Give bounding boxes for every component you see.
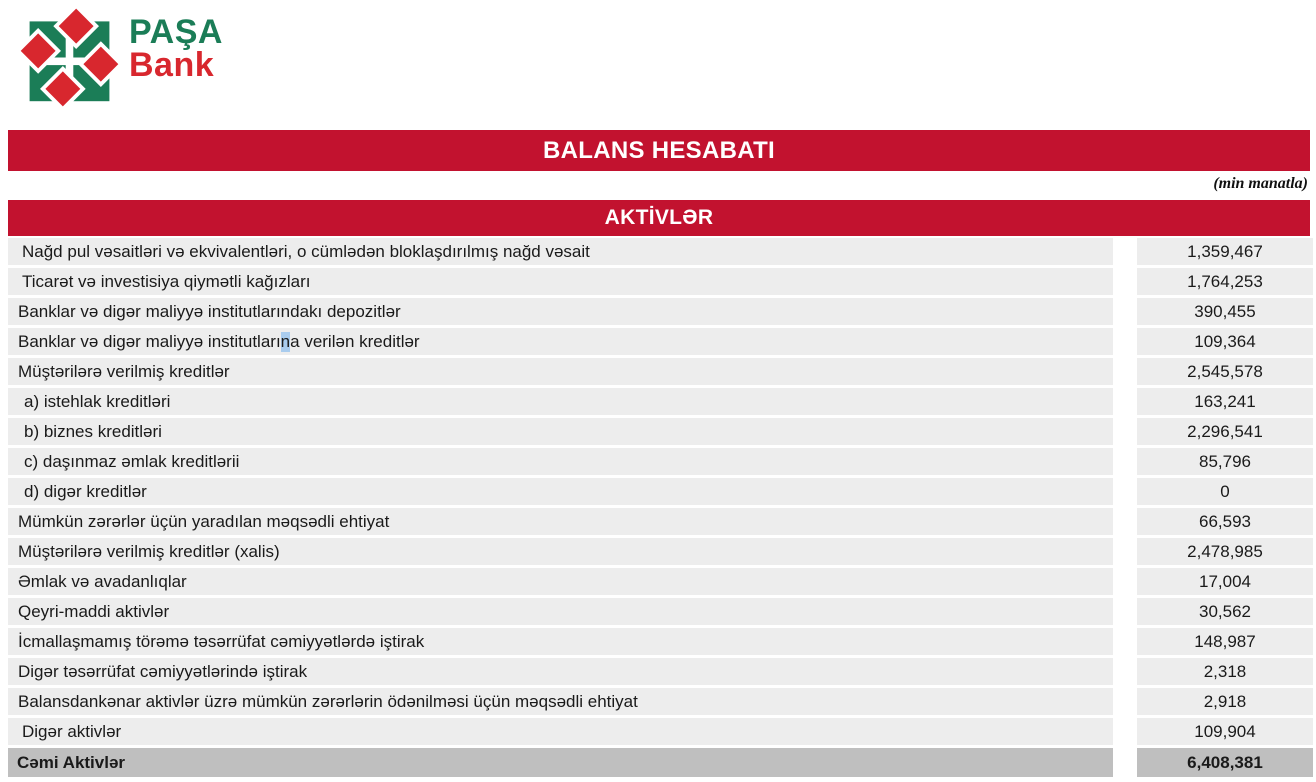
report-title-banner: BALANS HESABATI bbox=[8, 130, 1310, 171]
table-row bbox=[8, 328, 1316, 355]
column-gap bbox=[1113, 388, 1137, 415]
row-label: Qeyri-maddi aktivlər bbox=[8, 598, 1113, 625]
row-value: 109,904 bbox=[1137, 718, 1313, 745]
column-gap bbox=[1113, 688, 1137, 715]
column-gap bbox=[1113, 298, 1137, 325]
table-row bbox=[8, 538, 1316, 565]
column-gap bbox=[1113, 718, 1137, 745]
row-value: 148,987 bbox=[1137, 628, 1313, 655]
row-value: 390,455 bbox=[1137, 298, 1313, 325]
row-label: a) istehlak kreditləri bbox=[8, 388, 1113, 415]
row-label bbox=[8, 328, 1113, 355]
column-gap bbox=[1113, 658, 1137, 685]
table-row bbox=[8, 718, 1316, 745]
row-label: İcmallaşmamış törəmə təsərrüfat cəmiyyətlərdə iştirak bbox=[8, 628, 1113, 655]
total-row bbox=[8, 748, 1316, 777]
unit-note: (min manatla) bbox=[1213, 175, 1308, 192]
table-row bbox=[8, 658, 1316, 685]
logo bbox=[0, 0, 1316, 130]
logo-brand-top: PAŞA bbox=[129, 13, 223, 51]
table-row bbox=[8, 298, 1316, 325]
column-gap bbox=[1113, 418, 1137, 445]
row-label: Əmlak və avadanlıqlar bbox=[8, 568, 1113, 595]
table-row bbox=[8, 418, 1316, 445]
column-gap bbox=[1113, 448, 1137, 475]
column-gap bbox=[1113, 328, 1137, 355]
selected-character: n bbox=[280, 331, 291, 351]
row-label: Mümkün zərərlər üçün yaradılan məqsədli ehtiyat bbox=[8, 508, 1113, 535]
row-value: 17,004 bbox=[1137, 568, 1313, 595]
assets-table bbox=[8, 238, 1316, 777]
table-row bbox=[8, 238, 1316, 265]
table-row bbox=[8, 268, 1316, 295]
row-label: Balansdankənar aktivlər üzrə mümkün zərərlərin ödənilməsi üçün məqsədli ehtiyat bbox=[8, 688, 1113, 715]
total-label: Cəmi Aktivlər bbox=[8, 748, 1113, 777]
row-value: 1,764,253 bbox=[1137, 268, 1313, 295]
row-value: 2,318 bbox=[1137, 658, 1313, 685]
table-row bbox=[8, 598, 1316, 625]
row-value: 0 bbox=[1137, 478, 1313, 505]
column-gap bbox=[1113, 508, 1137, 535]
logo-wordmark bbox=[129, 13, 223, 85]
table-row bbox=[8, 628, 1316, 655]
row-value: 2,545,578 bbox=[1137, 358, 1313, 385]
table-row bbox=[8, 448, 1316, 475]
row-label: Banklar və digər maliyyə institutlarındakı depozitlər bbox=[8, 298, 1113, 325]
column-gap bbox=[1113, 568, 1137, 595]
table-row bbox=[8, 568, 1316, 595]
column-gap bbox=[1113, 598, 1137, 625]
row-label-post: a verilən kreditlər bbox=[290, 331, 420, 351]
table-row bbox=[8, 388, 1316, 415]
row-label: d) digər kreditlər bbox=[8, 478, 1113, 505]
table-row bbox=[8, 688, 1316, 715]
row-label: Ticarət və investisiya qiymətli kağızları bbox=[8, 268, 1113, 295]
column-gap bbox=[1113, 538, 1137, 565]
table-row bbox=[8, 478, 1316, 505]
row-value: 66,593 bbox=[1137, 508, 1313, 535]
row-label: Nağd pul vəsaitləri və ekvivalentləri, o cümlədən bloklaşdırılmış nağd vəsait bbox=[8, 238, 1113, 265]
total-value: 6,408,381 bbox=[1137, 748, 1313, 777]
row-label: Müştərilərə verilmiş kreditlər bbox=[8, 358, 1113, 385]
section-header-assets: AKTİVLƏR bbox=[8, 200, 1310, 236]
column-gap bbox=[1113, 628, 1137, 655]
row-value: 2,478,985 bbox=[1137, 538, 1313, 565]
column-gap bbox=[1113, 748, 1137, 777]
row-label-pre: Banklar və digər maliyyə institutları bbox=[18, 331, 281, 351]
row-label: b) biznes kreditləri bbox=[8, 418, 1113, 445]
column-gap bbox=[1113, 268, 1137, 295]
row-label: c) daşınmaz əmlak kreditlərii bbox=[8, 448, 1113, 475]
column-gap bbox=[1113, 478, 1137, 505]
table-row bbox=[8, 508, 1316, 535]
column-gap bbox=[1113, 358, 1137, 385]
row-value: 85,796 bbox=[1137, 448, 1313, 475]
row-value: 163,241 bbox=[1137, 388, 1313, 415]
row-value: 109,364 bbox=[1137, 328, 1313, 355]
pasha-bank-logo-icon bbox=[22, 10, 117, 105]
row-label: Digər aktivlər bbox=[8, 718, 1113, 745]
row-value: 30,562 bbox=[1137, 598, 1313, 625]
logo-brand-bottom: Bank bbox=[129, 46, 215, 85]
row-label: Müştərilərə verilmiş kreditlər (xalis) bbox=[8, 538, 1113, 565]
column-gap bbox=[1113, 238, 1137, 265]
row-value: 2,296,541 bbox=[1137, 418, 1313, 445]
row-value: 2,918 bbox=[1137, 688, 1313, 715]
table-row bbox=[8, 358, 1316, 385]
row-label: Digər təsərrüfat cəmiyyətlərində iştirak bbox=[8, 658, 1113, 685]
row-value: 1,359,467 bbox=[1137, 238, 1313, 265]
